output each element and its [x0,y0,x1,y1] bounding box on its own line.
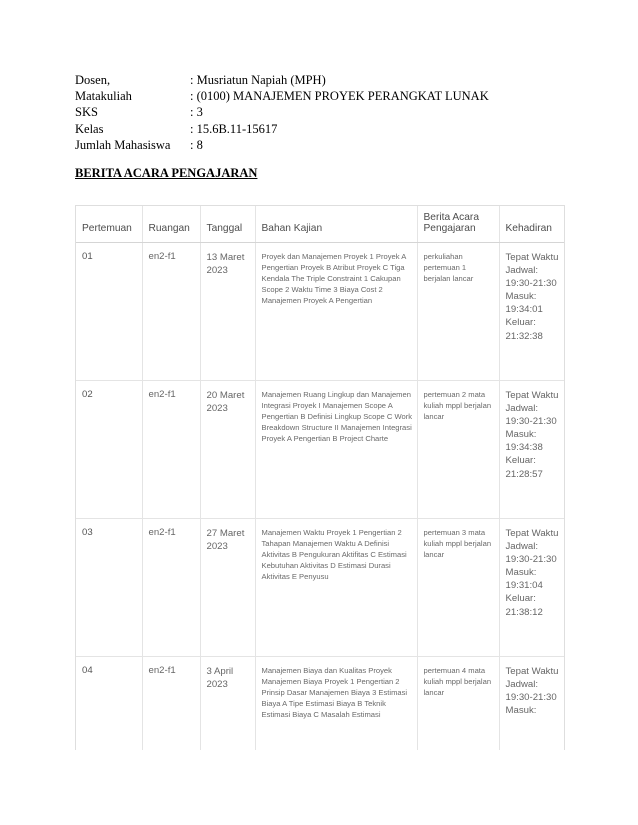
cell-berita-acara: pertemuan 3 mata kuliah mppl berjalan lancar [417,519,499,657]
info-label: Kelas [75,121,104,136]
cell-pertemuan: 03 [76,519,142,657]
cell-kehadiran: Tepat Waktu Jadwal: 19:30-21:30 Masuk: 19:34:38 Keluar: 21:28:57 [499,381,564,519]
header-ruangan: Ruangan [142,206,200,243]
cell-berita-acara: pertemuan 4 mata kuliah mppl berjalan lancar [417,657,499,751]
info-value: : 8 [190,137,203,152]
info-row-jumlah-mahasiswa [75,137,489,153]
info-label: Dosen, [75,73,111,87]
table-row [76,381,564,519]
cell-kehadiran: Tepat Waktu Jadwal: 19:30-21:30 Masuk: 19:31:04 Keluar: 21:38:12 [499,519,564,657]
info-label: Matakuliah [75,89,132,104]
info-label: SKS [75,105,98,120]
cell-ruangan: en2-f1 [142,381,200,519]
cell-tanggal: 3 April 2023 [200,657,255,751]
attendance-table [75,205,565,750]
cell-ruangan: en2-f1 [142,243,200,381]
info-row-matakuliah [75,88,489,104]
cell-kehadiran: Tepat Waktu Jadwal: 19:30-21:30 Masuk: 19:34:01 Keluar: 21:32:38 [499,243,564,381]
info-row-kelas [75,121,489,137]
info-value: : (0100) MANAJEMEN PROYEK PERANGKAT LUNAK [190,89,489,104]
cell-berita-acara: perkuliahan pertemuan 1 berjalan lancar [417,243,499,381]
info-row-sks [75,104,489,120]
header-tanggal: Tanggal [200,206,255,243]
cell-tanggal: 20 Maret 2023 [200,381,255,519]
cell-berita-acara: pertemuan 2 mata kuliah mppl berjalan lancar [417,381,499,519]
info-value: : 15.6B.11-15617 [190,121,278,136]
cell-bahan-kajian: Manajemen Biaya dan Kualitas Proyek Manajemen Biaya Proyek 1 Pengertian 2 Prinsip Dasar Manajemen Biaya 3 Estimasi Biaya A Tipe Estimasi Biaya B Teknik Estimasi Biaya C Masalah Estimasi [255,657,417,751]
cell-bahan-kajian: Manajemen Ruang Lingkup dan Manajemen Integrasi Proyek I Manajemen Scope A Pengertian B Definisi Lingkup Scope C Work Breakdown Structure II Manajemen Integrasi Proyek A Pengertian B Project Charte [255,381,417,519]
header-pertemuan: Pertemuan [76,206,142,243]
section-title: BERITA ACARA PENGAJARAN [75,166,258,180]
info-label: Jumlah Mahasiswa [75,137,171,152]
table-row [76,657,564,751]
cell-bahan-kajian: Proyek dan Manajemen Proyek 1 Proyek A Pengertian Proyek B Atribut Proyek C Tiga Kendala The Triple Constraint 1 Cakupan Scope 2 Waktu Time 3 Biaya Cost 2 Manajemen Proyek A Pengertian [255,243,417,381]
cell-tanggal: 27 Maret 2023 [200,519,255,657]
course-info [75,72,489,153]
cell-pertemuan: 02 [76,381,142,519]
table-header-row [76,206,564,243]
cell-pertemuan: 01 [76,243,142,381]
cell-bahan-kajian: Manajemen Waktu Proyek 1 Pengertian 2 Tahapan Manajemen Waktu A Definisi Aktivitas B Pengukuran Aktifitas C Estimasi Kebutuhan Aktivitas D Estimasi Durasi Aktivitas E Penyusu [255,519,417,657]
table-row [76,519,564,657]
header-bahan-kajian: Bahan Kajian [255,206,417,243]
cell-ruangan: en2-f1 [142,657,200,751]
table-row [76,243,564,381]
cell-ruangan: en2-f1 [142,519,200,657]
header-berita-acara: Berita Acara Pengajaran [417,206,499,243]
info-row-dosen [75,72,489,88]
cell-tanggal: 13 Maret 2023 [200,243,255,381]
info-value: : Musriatun Napiah (MPH) [190,73,326,87]
info-value: : 3 [190,105,203,120]
cell-pertemuan: 04 [76,657,142,751]
header-kehadiran: Kehadiran [499,206,564,243]
cell-kehadiran: Tepat Waktu Jadwal: 19:30-21:30 Masuk: [499,657,564,751]
